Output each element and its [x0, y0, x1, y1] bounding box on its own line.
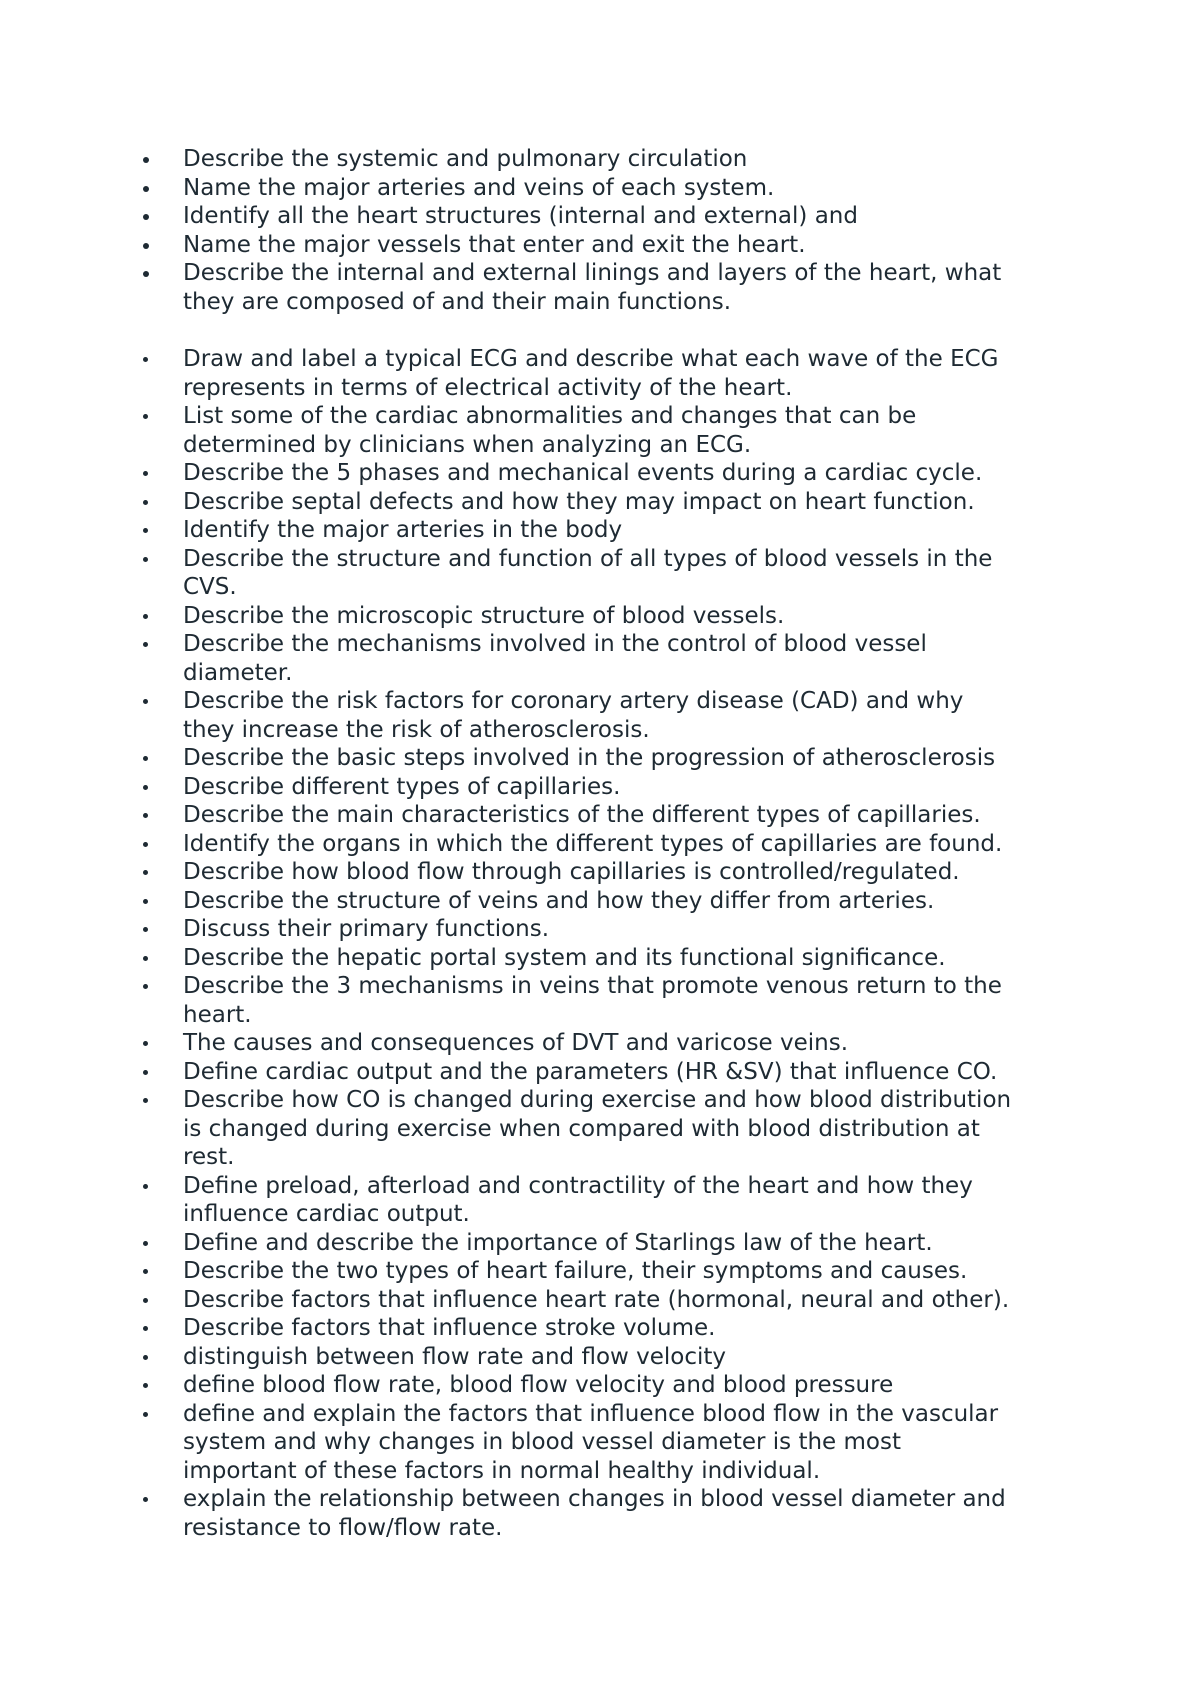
- list-item-text: Describe the 5 phases and mechanical events during a cardiac cycle.: [183, 460, 983, 486]
- bullet-icon: [143, 614, 148, 619]
- bullet-icon: [143, 157, 149, 163]
- bullet-icon: [143, 899, 148, 904]
- list-item: [0, 1485, 1063, 1542]
- list-item-text: Describe the microscopic structure of blood vessels.: [183, 602, 785, 629]
- list-item: [0, 1286, 1063, 1315]
- list-item: [0, 1371, 1063, 1400]
- list-item-text: Describe the 3 mechanisms in veins that promote venous return to the: [183, 973, 1002, 999]
- list-item-text: Describe the risk factors for coronary artery disease (CAD) and why: [183, 688, 964, 714]
- list-item: [0, 602, 1063, 631]
- bullet-icon: [143, 414, 148, 419]
- bullet-icon: [143, 785, 148, 790]
- list-item: [0, 202, 1063, 231]
- list-item: [0, 830, 1063, 859]
- list-item: [0, 402, 1063, 459]
- list-item: [0, 687, 1063, 744]
- list-item: [0, 944, 1063, 973]
- list-item: [0, 488, 1063, 517]
- list-item: [0, 145, 1063, 174]
- list-item: [0, 744, 1063, 773]
- list-item: [0, 915, 1063, 944]
- list-item-text: Describe factors that influence heart rate (hormonal, neural and other).: [183, 1286, 1010, 1313]
- list-item: [0, 1229, 1063, 1258]
- list-item-text: determined by clinicians when analyzing an ECG.: [183, 431, 752, 458]
- list-item: [0, 174, 1063, 203]
- list-item-text: Describe the main characteristics of the different types of capillaries.: [183, 802, 981, 828]
- bullet-icon: [143, 756, 148, 761]
- list-item-text: explain the relationship between changes in blood vessel diameter and: [183, 1486, 1006, 1512]
- bullet-icon: [143, 557, 148, 562]
- bullet-icon: [143, 1269, 148, 1274]
- list-item: [0, 858, 1063, 887]
- list-item: [0, 1257, 1063, 1286]
- bullet-icon: [143, 1355, 148, 1360]
- list-item-text: Describe the basic steps involved in the progression of atherosclerosis: [183, 745, 996, 771]
- list-item: [0, 459, 1063, 488]
- list-item: [0, 1058, 1063, 1087]
- bullet-icon: [143, 956, 148, 961]
- bullet-icon: [143, 642, 148, 647]
- list-item-text: system and why changes in blood vessel diameter is the most: [183, 1429, 901, 1455]
- list-item-text: Describe how blood flow through capillaries is controlled/regulated.: [183, 859, 960, 885]
- list-item: [0, 1343, 1063, 1372]
- list-item-text: Describe the structure of veins and how they differ from arteries.: [183, 887, 935, 914]
- list-item: [0, 231, 1063, 260]
- list-item-text: Discuss their primary functions.: [183, 916, 550, 942]
- bullet-icon: [143, 842, 148, 847]
- list-item: [0, 259, 1063, 316]
- list-item-text: Define preload, afterload and contractility of the heart and how they: [183, 1172, 973, 1199]
- bullet-icon: [143, 1298, 148, 1303]
- list-item-text: rest.: [183, 1144, 235, 1170]
- list-item-text: influence cardiac output.: [183, 1201, 470, 1227]
- bullet-icon: [143, 1098, 148, 1103]
- list-item-text: Describe the internal and external linings and layers of the heart, what: [183, 260, 1002, 286]
- bullet-icon: [143, 1184, 148, 1189]
- bullet-icon: [143, 1326, 148, 1331]
- list-item-text: important of these factors in normal healthy individual.: [183, 1457, 821, 1484]
- list-item: [0, 972, 1063, 1029]
- bullet-icon: [143, 1383, 148, 1388]
- bullet-icon: [143, 528, 148, 533]
- list-item-text: The causes and consequences of DVT and varicose veins.: [183, 1030, 849, 1056]
- list-item: [0, 1400, 1063, 1486]
- list-item-text: they are composed of and their main functions.: [183, 288, 732, 315]
- bullet-icon: [143, 186, 149, 192]
- bullet-icon: [143, 500, 148, 505]
- list-item: [0, 801, 1063, 830]
- list-item-text: Describe different types of capillaries.: [183, 773, 621, 800]
- list-item-text: Describe septal defects and how they may impact on heart function.: [183, 488, 975, 515]
- bullet-icon: [143, 1041, 148, 1046]
- bullet-icon: [143, 927, 148, 932]
- list-item-text: Define cardiac output and the parameters (HR &SV) that influence CO.: [183, 1058, 998, 1085]
- list-item: [0, 1172, 1063, 1229]
- bullet-icon: [143, 870, 148, 875]
- list-item-text: is changed during exercise when compared with blood distribution at: [183, 1115, 980, 1142]
- list-item-text: they increase the risk of atherosclerosis.: [183, 716, 650, 743]
- list-item: [0, 630, 1063, 687]
- list-item-text: Draw and label a typical ECG and describe what each wave of the ECG: [183, 346, 999, 372]
- list-item-text: heart.: [183, 1001, 252, 1028]
- list-item-text: Name the major arteries and veins of each system.: [183, 174, 775, 201]
- bullet-icon: [143, 214, 149, 220]
- bullet-icon: [143, 1070, 148, 1075]
- objectives-list-2: [0, 345, 1200, 1542]
- list-item-text: define blood flow rate, blood flow velocity and blood pressure: [183, 1372, 894, 1398]
- list-item: [0, 887, 1063, 916]
- bullet-icon: [143, 471, 148, 476]
- list-item-text: Describe the structure and function of all types of blood vessels in the: [183, 545, 993, 572]
- list-item-text: List some of the cardiac abnormalities and changes that can be: [183, 403, 917, 429]
- bullet-icon: [143, 813, 148, 818]
- list-item-text: Name the major vessels that enter and exit the heart.: [183, 231, 806, 258]
- list-item: [0, 1086, 1063, 1172]
- list-item-text: resistance to flow/flow rate.: [183, 1514, 503, 1541]
- list-item-text: Describe the hepatic portal system and its functional significance.: [183, 944, 946, 971]
- list-item-text: Describe the two types of heart failure, their symptoms and causes.: [183, 1258, 968, 1284]
- list-item-text: Describe how CO is changed during exercise and how blood distribution: [183, 1087, 1012, 1113]
- list-item-text: Describe factors that influence stroke volume.: [183, 1315, 716, 1341]
- list-item: [0, 1314, 1063, 1343]
- list-item-text: represents in terms of electrical activity of the heart.: [183, 374, 793, 401]
- list-item-text: CVS.: [183, 574, 237, 600]
- list-item-text: define and explain the factors that influence blood flow in the vascular: [183, 1400, 999, 1427]
- list-item: [0, 345, 1063, 402]
- objectives-list-1: [0, 145, 1200, 316]
- list-item: [0, 773, 1063, 802]
- list-item-text: Describe the mechanisms involved in the control of blood vessel: [183, 631, 927, 657]
- bullet-icon: [143, 984, 148, 989]
- list-item-text: Identify the organs in which the different types of capillaries are found.: [183, 830, 1003, 857]
- list-item-text: Describe the systemic and pulmonary circulation: [183, 146, 748, 172]
- bullet-icon: [143, 699, 148, 704]
- bullet-icon: [143, 1497, 148, 1502]
- list-item-text: distinguish between flow rate and flow velocity: [183, 1343, 727, 1370]
- list-item-text: Identify the major arteries in the body: [183, 517, 623, 543]
- list-item-text: diameter.: [183, 659, 293, 686]
- bullet-icon: [143, 1241, 148, 1246]
- list-item-text: Define and describe the importance of Starlings law of the heart.: [183, 1229, 933, 1256]
- bullet-icon: [143, 271, 149, 277]
- list-item: [0, 1029, 1063, 1058]
- list-item: [0, 545, 1063, 602]
- bullet-icon: [143, 243, 149, 249]
- bullet-icon: [143, 1412, 148, 1417]
- bullet-icon: [143, 357, 148, 362]
- list-item-text: Identify all the heart structures (internal and external) and: [183, 203, 858, 229]
- list-item: [0, 516, 1063, 545]
